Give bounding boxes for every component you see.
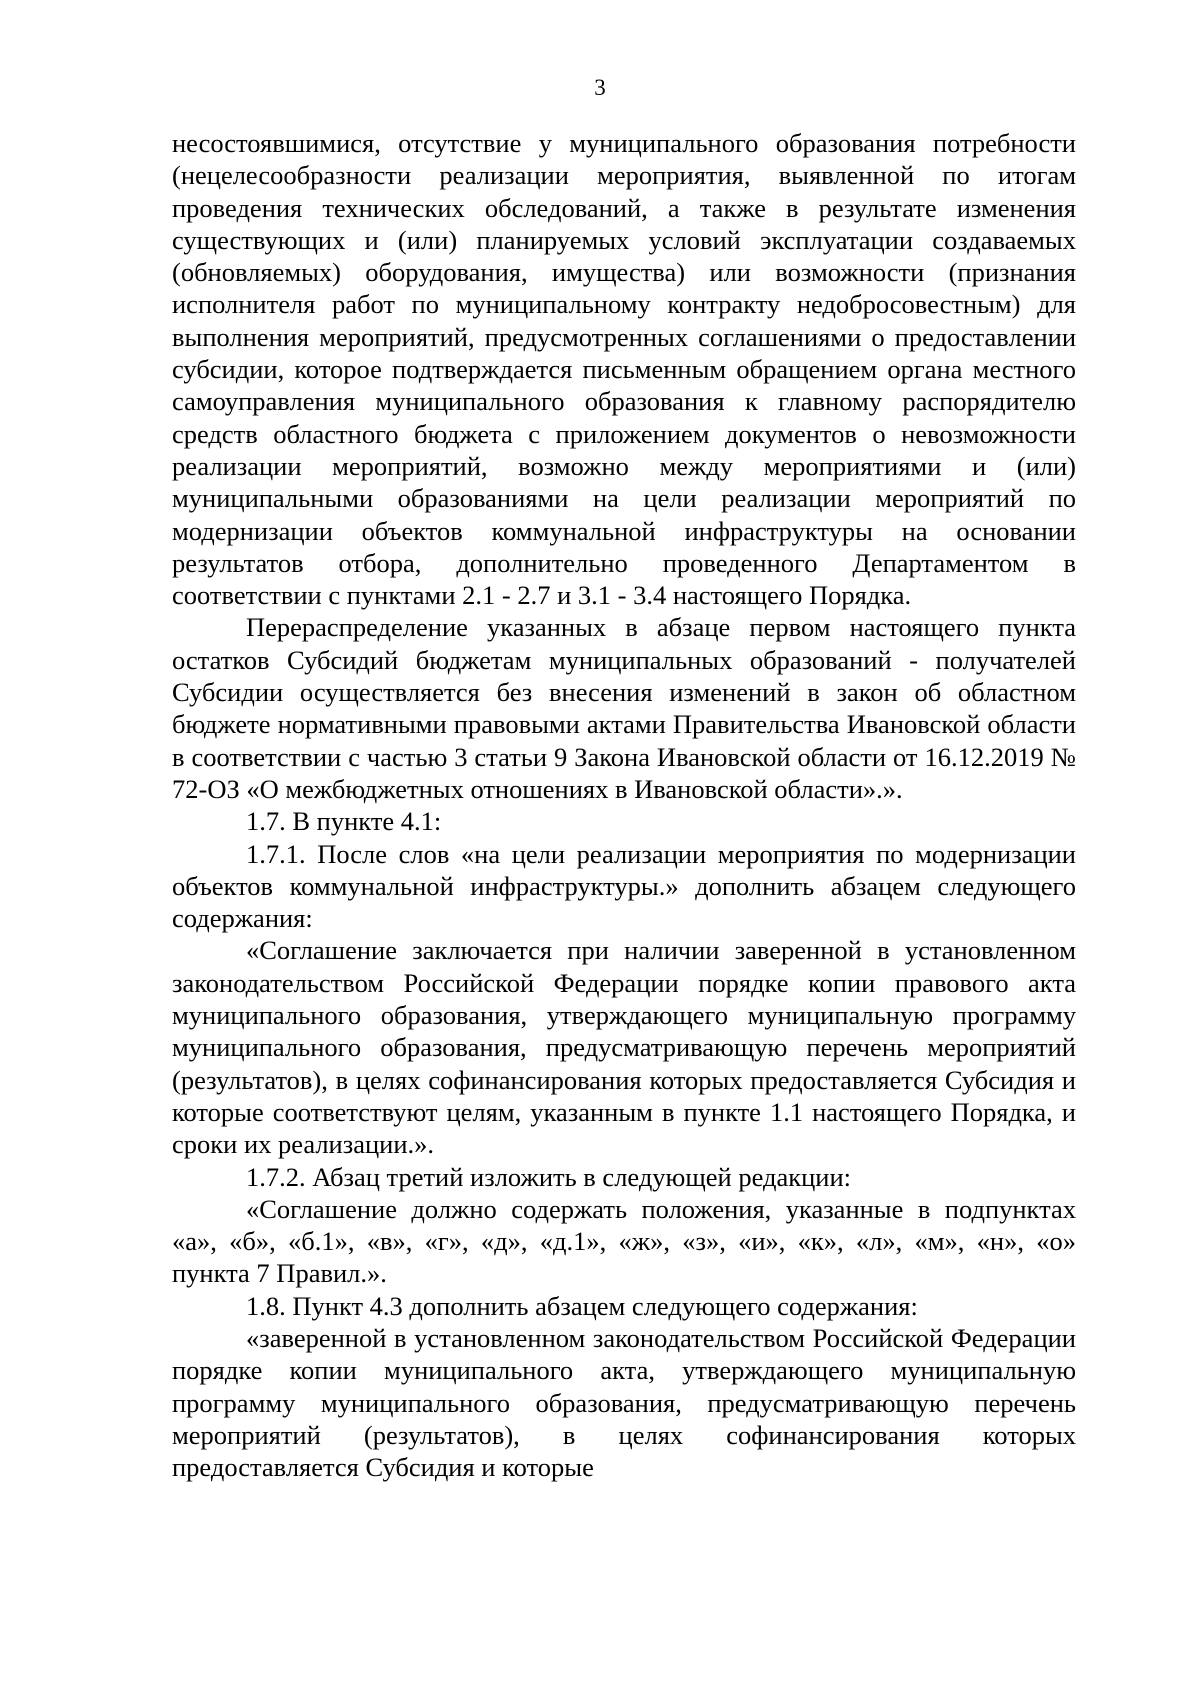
paragraph-redistribution: Перераспределение указанных в абзаце первом настоящего пункта остатков Субсидий бюджетам муниципальных образований - получателей Субсидии осуществляется без внесения изменений в закон об областном бюджете нормативными правовыми актами Правительства Ивановской области в соответствии с частью 3 статьи 9 Закона Ивановской области от 16.12.2019 № 72-ОЗ «О межбюджетных отношениях в Ивановской области».». bbox=[172, 612, 1076, 804]
paragraph-item-1-7: 1.7. В пункте 4.1: bbox=[246, 806, 442, 837]
paragraph-certified-copy: «заверенной в установленном законодательством Российской Федерации порядке копии муниципального акта, утверждающего муниципальную программу муниципального образования, предусматривающую перечень мероприятий (результатов), в целях софинансирования которых предоставляется Субсидия и которые bbox=[172, 1322, 1076, 1483]
paragraph-item-1-7-1: 1.7.1. После слов «на цели реализации мероприятия по модернизации объектов коммунальной инфраструктуры.» дополнить абзацем следующего содержания: bbox=[172, 838, 1076, 934]
paragraph-item-1-8: 1.8. Пункт 4.3 дополнить абзацем следующего содержания: bbox=[246, 1290, 918, 1321]
paragraph-item-1-7-2: 1.7.2. Абзац третий изложить в следующей редакции: bbox=[246, 1161, 852, 1192]
paragraph-agreement-quote: «Соглашение заключается при наличии заверенной в установленном законодательством Российской Федерации порядке копии правового акта муниципального образования, утверждающего муниципальную программу муниципального образования, предусматривающую перечень мероприятий (результатов), в целях софинансирования которых предоставляется Субсидия и которые соответствуют целям, указанным в пункте 1.1 настоящего Порядка, и сроки их реализации.». bbox=[172, 935, 1076, 1160]
paragraph-agreement-provisions: «Соглашение должно содержать положения, указанные в подпунктах «а», «б», «б.1», «в», «г», «д», «д.1», «ж», «з», «и», «к», «л», «м», «н», «о» пункта 7 Правил.». bbox=[172, 1193, 1076, 1289]
page-number: 3 bbox=[594, 75, 606, 100]
document-body bbox=[172, 127, 1076, 1483]
paragraph-continuation: несостоявшимися, отсутствие у муниципального образования потребности (нецелесообразности реализации мероприятия, выявленной по итогам проведения технических обследований, а также в результате изменения существующих и (или) планируемых условий эксплуатации создаваемых (обновляемых) оборудования, имущества) или возможности (признания исполнителя работ по муниципальному контракту недобросовестным) для выполнения мероприятий, предусмотренных соглашениями о предоставлении субсидии, которое подтверждается письменным обращением органа местного самоуправления муниципального образования к главному распорядителю средств областного бюджета с приложением документов о невозможности реализации мероприятий, возможно между мероприятиями и (или) муниципальными образованиями на цели реализации мероприятий по модернизации объектов коммунальной инфраструктуры на основании результатов отбора, дополнительно проведенного Департаментом в соответствии с пунктами 2.1 - 2.7 и 3.1 - 3.4 настоящего Порядка. bbox=[172, 128, 1076, 611]
